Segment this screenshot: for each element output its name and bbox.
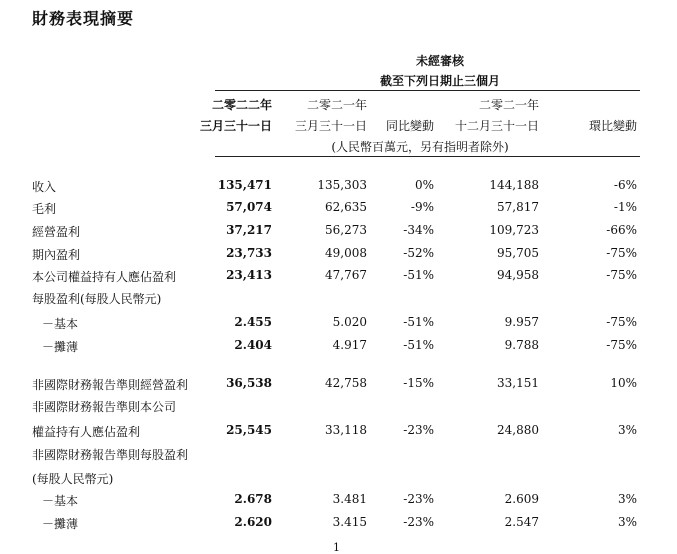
row-label: 毛利 bbox=[32, 202, 57, 216]
cell-col5: 3% bbox=[617, 515, 637, 529]
cell-col1: 36,538 bbox=[226, 376, 272, 390]
table-row bbox=[0, 492, 677, 512]
cell-col4: 95,705 bbox=[497, 246, 539, 260]
cell-col1: 37,217 bbox=[226, 223, 272, 237]
cell-col1: 23,413 bbox=[226, 268, 272, 282]
col4-year: 二零二一年 bbox=[478, 98, 539, 112]
row-label: －基本 bbox=[42, 317, 79, 331]
table-row bbox=[0, 446, 677, 466]
cell-col2: 62,635 bbox=[325, 200, 367, 214]
cell-col3: -23% bbox=[403, 423, 434, 437]
cell-col5: 10% bbox=[610, 376, 637, 390]
col1-date: 三月三十一日 bbox=[199, 119, 272, 133]
col2-date: 三月三十一日 bbox=[294, 119, 367, 133]
cell-col3: -51% bbox=[403, 268, 434, 282]
row-label: 經營盈利 bbox=[32, 225, 81, 239]
row-label: －攤薄 bbox=[42, 517, 79, 531]
cell-col3: -52% bbox=[403, 246, 434, 260]
table-row bbox=[0, 470, 677, 490]
table-row bbox=[0, 223, 677, 243]
table-row bbox=[0, 200, 677, 220]
cell-col2: 3.481 bbox=[332, 492, 367, 506]
cell-col3: -23% bbox=[403, 515, 434, 529]
cell-col1: 57,074 bbox=[226, 200, 272, 214]
table-row bbox=[0, 178, 677, 198]
cell-col2: 5.020 bbox=[332, 315, 367, 329]
unit-note: (人民幣百萬元，另有指明者除外) bbox=[331, 140, 509, 154]
cell-col2: 56,273 bbox=[325, 223, 367, 237]
cell-col4: 9.788 bbox=[504, 338, 539, 352]
table-row bbox=[0, 290, 677, 310]
cell-col5: -75% bbox=[606, 315, 637, 329]
table-row bbox=[0, 268, 677, 288]
table-row bbox=[0, 423, 677, 443]
row-label: －基本 bbox=[42, 494, 79, 508]
cell-col4: 109,723 bbox=[489, 223, 539, 237]
cell-col4: 94,958 bbox=[497, 268, 539, 282]
cell-col2: 33,118 bbox=[325, 423, 367, 437]
cell-col5: -75% bbox=[606, 268, 637, 282]
cell-col3: -23% bbox=[403, 492, 434, 506]
cell-col1: 135,471 bbox=[217, 178, 272, 192]
cell-col5: -75% bbox=[606, 246, 637, 260]
period-header: 截至下列日期止三個月 bbox=[379, 74, 500, 88]
cell-col5: 3% bbox=[617, 492, 637, 506]
cell-col3: -34% bbox=[403, 223, 434, 237]
cell-col1: 2.404 bbox=[234, 338, 272, 352]
table-row bbox=[0, 398, 677, 418]
table-row bbox=[0, 376, 677, 396]
col5-header: 環比變動 bbox=[588, 119, 637, 133]
cell-col3: -51% bbox=[403, 338, 434, 352]
col1-year: 二零二二年 bbox=[211, 98, 272, 112]
cell-col4: 24,880 bbox=[497, 423, 539, 437]
row-label: 期內盈利 bbox=[32, 248, 81, 262]
page-title: 財務表現摘要 bbox=[32, 9, 135, 28]
cell-col4: 2.609 bbox=[504, 492, 539, 506]
row-label: 本公司權益持有人應佔盈利 bbox=[32, 270, 177, 284]
cell-col4: 144,188 bbox=[489, 178, 539, 192]
row-label: 收入 bbox=[32, 180, 57, 194]
cell-col2: 3.415 bbox=[332, 515, 367, 529]
page-number: 1 bbox=[333, 541, 340, 554]
row-label: 權益持有人應佔盈利 bbox=[32, 425, 141, 439]
cell-col3: 0% bbox=[414, 178, 434, 192]
table-row bbox=[0, 315, 677, 335]
cell-col2: 4.917 bbox=[332, 338, 367, 352]
cell-col2: 47,767 bbox=[325, 268, 367, 282]
cell-col4: 33,151 bbox=[497, 376, 539, 390]
cell-col5: -75% bbox=[606, 338, 637, 352]
row-label: 非國際財務報告準則經營盈利 bbox=[32, 378, 189, 392]
cell-col5: -6% bbox=[613, 178, 637, 192]
col3-header: 同比變動 bbox=[385, 119, 434, 133]
cell-col1: 2.678 bbox=[234, 492, 272, 506]
cell-col5: 3% bbox=[617, 423, 637, 437]
row-label: －攤薄 bbox=[42, 340, 79, 354]
row-label: 非國際財務報告準則每股盈利 bbox=[32, 448, 189, 462]
row-label: 非國際財務報告準則本公司 bbox=[32, 400, 177, 414]
header-rule-top bbox=[215, 90, 640, 91]
cell-col2: 135,303 bbox=[317, 178, 367, 192]
cell-col5: -66% bbox=[606, 223, 637, 237]
unaudited-header: 未經審核 bbox=[415, 54, 464, 68]
cell-col3: -51% bbox=[403, 315, 434, 329]
cell-col1: 23,733 bbox=[226, 246, 272, 260]
cell-col1: 25,545 bbox=[226, 423, 272, 437]
cell-col2: 42,758 bbox=[325, 376, 367, 390]
cell-col3: -9% bbox=[410, 200, 434, 214]
cell-col5: -1% bbox=[613, 200, 637, 214]
row-label: (每股人民幣元) bbox=[32, 472, 114, 486]
col2-year: 二零二一年 bbox=[306, 98, 367, 112]
col4-date: 十二月三十一日 bbox=[454, 119, 539, 133]
table-row bbox=[0, 338, 677, 358]
row-label: 每股盈利(每股人民幣元) bbox=[32, 292, 162, 306]
cell-col1: 2.455 bbox=[234, 315, 272, 329]
cell-col4: 2.547 bbox=[504, 515, 539, 529]
table-row bbox=[0, 246, 677, 266]
cell-col1: 2.620 bbox=[234, 515, 272, 529]
cell-col4: 57,817 bbox=[497, 200, 539, 214]
cell-col4: 9.957 bbox=[504, 315, 539, 329]
cell-col2: 49,008 bbox=[325, 246, 367, 260]
cell-col3: -15% bbox=[403, 376, 434, 390]
header-rule-bottom bbox=[215, 156, 640, 157]
table-row bbox=[0, 515, 677, 535]
